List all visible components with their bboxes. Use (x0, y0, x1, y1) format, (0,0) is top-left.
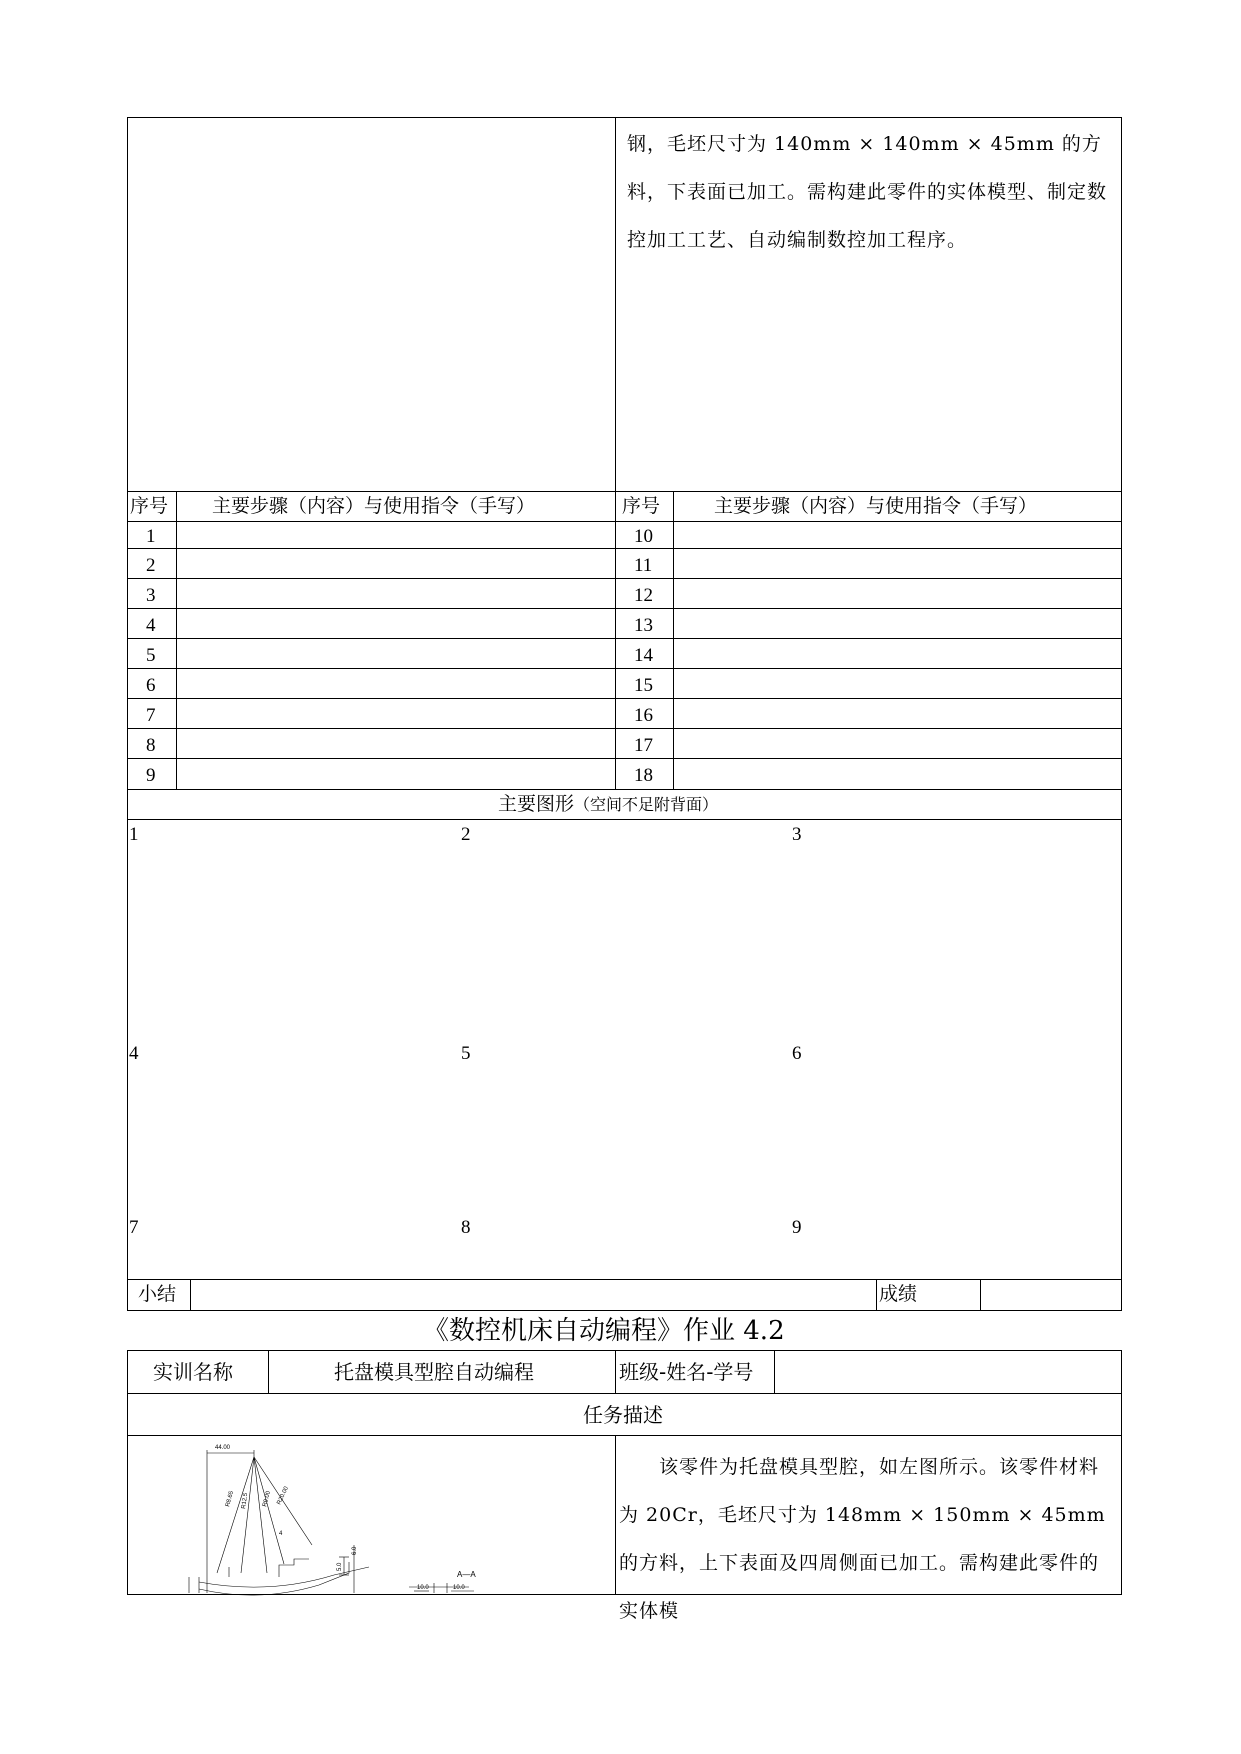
grade-label: 成绩 (879, 1283, 918, 1305)
figure-label: 7 (129, 1217, 139, 1238)
step-number: 11 (634, 555, 653, 576)
task-text-continued: 钢，毛坯尺寸为 140mm × 140mm × 45mm 的方料，下表面已加工。需构建此零件的实体模型、制定数控加工工艺、自动编制数控加工程序。 (627, 133, 1108, 251)
step-number: 15 (634, 675, 653, 696)
step-number: 12 (634, 585, 653, 606)
figure-label: 9 (792, 1217, 802, 1238)
step-number: 14 (634, 645, 653, 666)
dim-side2: 5.0 (337, 1562, 343, 1571)
left-seq-header: 序号 (130, 495, 169, 517)
figures-title (498, 795, 718, 814)
step-number: 7 (146, 705, 156, 726)
dim-side1: 6.0 (352, 1546, 358, 1555)
step-number: 9 (146, 765, 156, 786)
top-form-frame (127, 117, 1122, 1311)
task-text (619, 1443, 1117, 1622)
step-number: 13 (634, 615, 653, 636)
step-number: 1 (146, 526, 156, 547)
step-number: 17 (634, 735, 653, 756)
figure-label: 6 (792, 1043, 802, 1064)
step-number: 2 (146, 555, 156, 576)
dim-left: 10.0 (417, 1585, 429, 1591)
training-name-value: 托盘模具型腔自动编程 (334, 1360, 534, 1384)
right-seq-header: 序号 (622, 495, 661, 517)
dim-r2: R12.5 (241, 1492, 250, 1510)
step-number: 18 (634, 765, 653, 786)
task-text-body: 该零件为托盘模具型腔，如左图所示。该零件材料为 20Cr，毛坯尺寸为 148mm × 150mm × 45mm 的方料，上下表面及四周侧面已加工。需构建此零件的实体模 (619, 1456, 1106, 1622)
dim-r3: R9.00 (262, 1490, 273, 1508)
figure-label: 4 (129, 1043, 139, 1064)
class-info-label: 班级-姓名-学号 (619, 1360, 754, 1384)
step-number: 8 (146, 735, 156, 756)
task-desc-label: 任务描述 (583, 1403, 663, 1427)
dim-right: 10.0 (453, 1585, 465, 1591)
dim-small: 4 (279, 1531, 283, 1537)
step-number: 4 (146, 615, 156, 636)
section-label: A—A (457, 1570, 476, 1579)
figure-label: 1 (129, 824, 139, 845)
figure-label: 2 (461, 824, 471, 845)
dim-r4: R20.00 (276, 1485, 290, 1506)
step-number: 6 (146, 675, 156, 696)
part-drawing (129, 1437, 613, 1593)
dim-r1: R8.65 (225, 1490, 236, 1508)
step-number: 5 (146, 645, 156, 666)
assignment-title: 《数控机床自动编程》作业 4.2 (423, 1316, 785, 1346)
left-content-header: 主要步骤（内容）与使用指令（手写） (212, 495, 536, 517)
step-number: 3 (146, 585, 156, 606)
step-number: 10 (634, 526, 653, 547)
dim-top: 44.00 (215, 1445, 231, 1451)
figure-label: 3 (792, 824, 802, 845)
figures-title-note: （空间不足附背面） (574, 795, 719, 814)
figure-label: 8 (461, 1217, 471, 1238)
figures-title-main: 主要图形 (498, 793, 575, 815)
figure-label: 5 (461, 1043, 471, 1064)
training-name-label: 实训名称 (153, 1360, 233, 1384)
right-content-header: 主要步骤（内容）与使用指令（手写） (714, 495, 1038, 517)
summary-label: 小结 (138, 1283, 177, 1305)
class-info-field[interactable] (776, 1352, 1120, 1392)
step-number: 16 (634, 705, 653, 726)
